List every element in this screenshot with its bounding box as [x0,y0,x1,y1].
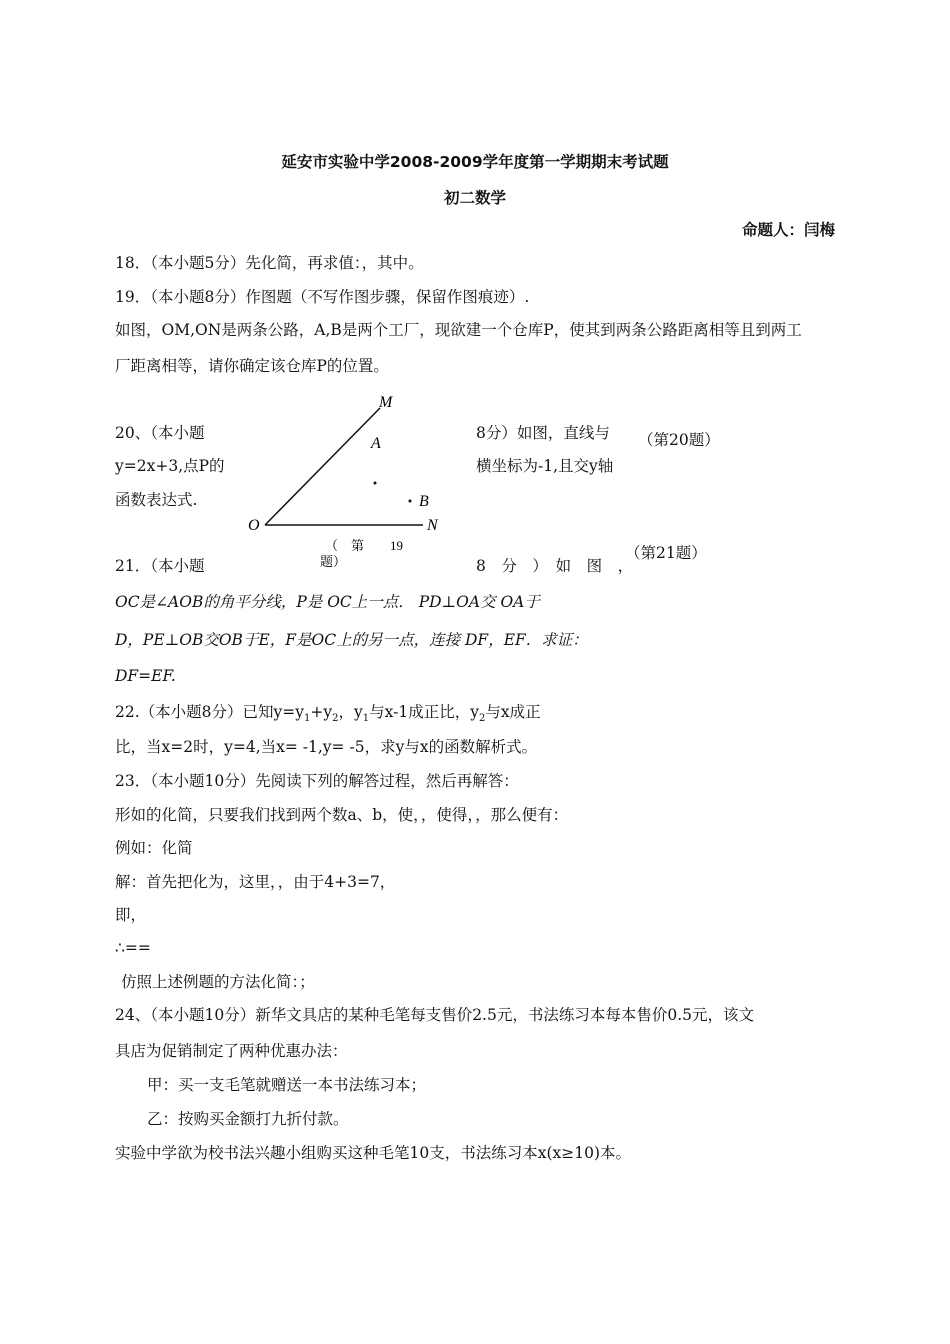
exam-title: 延安市实验中学2008-2009学年度第一学期期末考试题 [281,153,669,171]
label-b: B [419,493,429,510]
question-21-line2: OC是∠AOB的角平分线，P是 OC上一点． PD⊥OA交 OA于 [115,593,540,611]
question-21-head-right: 8 分 ） 如 图 ， [476,557,634,575]
figure-19-caption-a: （ 第 19 [325,538,404,553]
point-b-dot [409,500,412,503]
q22-sub2: 2 [332,713,339,725]
question-24-line3: 甲：买一支毛笔就赠送一本书法练习本； [147,1076,427,1094]
question-20-right1: 8分）如图，直线与 [476,424,610,442]
label-m: M [379,394,393,411]
q22-sub3: 1 [362,713,370,725]
question-23-line2: 形如的化简，只要我们找到两个数a、b，使，，使得，，那么便有： [115,806,569,824]
question-23-line5: 即， [115,906,147,924]
figure-19-caption-b: 题） [320,554,347,569]
question-19-line2: 如图，OM,ON是两条公路，A,B是两个工厂，现欲建一个仓库P，使其到两条公路距离相等且到两工 [115,321,802,339]
q22-sub1: 1 [304,713,311,725]
figure-19-diagram [240,388,460,573]
question-20-left1: 20、（本小题 [115,424,205,442]
question-20-left2: y=2x+3,点P的 [115,457,225,475]
question-19-line1: 19．（本小题8分）作图题（不写作图步骤，保留作图痕迹）. [115,288,530,306]
exam-author: 命题人：闫梅 [741,221,835,239]
question-23-line1: 23．（本小题10分）先阅读下列的解答过程，然后再解答： [115,772,519,790]
q22-part1: 22.（本小题8分）已知y=y [115,703,305,721]
q22-part4: 与x-1成正比，y [369,703,479,721]
question-24-line4: 乙：按购买金额打九折付款。 [147,1110,349,1128]
point-a-dot [374,482,377,485]
figure-21-tag: （第21题） [625,544,707,562]
question-23-line4: 解：首先把化为，这里，，由于4+3=7， [115,873,396,891]
exam-subtitle: 初二数学 [443,189,506,207]
question-18: 18．（本小题5分）先化简，再求值：，其中。 [115,254,424,272]
question-22-line1 [115,702,541,729]
q22-part3: ，y [338,703,363,721]
question-24-line1: 24、（本小题10分）新华文具店的某种毛笔每支售价2.5元，书法练习本每本售价0.5元，该文 [115,1006,754,1024]
question-23-line7: 仿照上述例题的方法化简：； [121,973,315,991]
label-n: N [427,517,438,534]
question-19-line3: 厂距离相等，请你确定该仓库P的位置。 [115,357,389,375]
question-23-line6: ∴== [115,939,151,957]
label-a: A [371,435,381,452]
question-24-line5: 实验中学欲为校书法兴趣小组购买这种毛笔10支，书法练习本x(x≥10)本。 [115,1144,632,1162]
ray-om [265,408,380,525]
q22-part5: 与x成正 [485,703,541,721]
label-o: O [248,517,260,534]
question-20-left3: 函数表达式. [115,491,198,509]
q22-sub4: 2 [478,713,486,725]
question-21-line4: DF=EF. [115,667,176,685]
question-23-line3: 例如：化简 [115,839,193,857]
question-21-head-left: 21．（本小题 [115,557,205,575]
question-22-line2: 比，当x=2时，y=4,当x= -1,y= -5，求y与x的函数解析式。 [115,738,538,756]
question-21-line3: D，PE⊥OB交OB于E，F是OC上的另一点，连接 DF，EF．求证： [115,631,588,649]
figure-20-tag: （第20题） [638,431,720,449]
question-20-right2: 横坐标为-1,且交y轴 [476,457,614,475]
q22-part2: +y [310,703,333,721]
question-24-line2: 具店为促销制定了两种优惠办法： [115,1042,348,1060]
